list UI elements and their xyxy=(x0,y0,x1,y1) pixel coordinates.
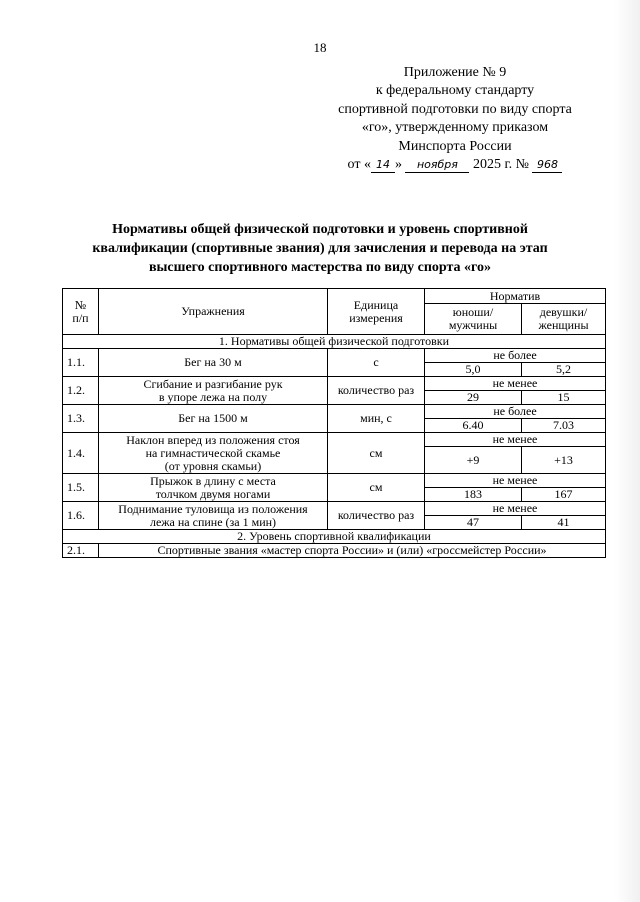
norm-boys-value: 29 xyxy=(425,391,522,405)
title-line-1: Нормативы общей физической подготовки и уровень спортивной xyxy=(112,222,528,237)
row-number: 1.4. xyxy=(63,433,99,474)
norm-girls-value: 41 xyxy=(522,516,606,530)
row-number: 1.6. xyxy=(63,502,99,530)
norms-table xyxy=(62,288,606,558)
appendix-header xyxy=(330,64,580,174)
exercise-name-line: Наклон вперед из положения стоя xyxy=(126,432,300,447)
exercise-row xyxy=(63,474,606,488)
exercise-name xyxy=(99,405,328,433)
row-number: 1.1. xyxy=(63,349,99,377)
norm-condition: не менее xyxy=(425,433,606,447)
header-norm: Норматив xyxy=(425,289,606,304)
exercise-name-line: на гимнастической скамье xyxy=(145,445,281,460)
norm-condition: не менее xyxy=(425,474,606,488)
norm-condition: не более xyxy=(425,349,606,363)
exercise-name xyxy=(99,433,328,474)
scan-edge-shadow xyxy=(614,0,640,902)
row-number: 1.5. xyxy=(63,474,99,502)
appendix-line-4: «го», утвержденному приказом xyxy=(361,120,549,136)
unit-of-measure: см xyxy=(328,474,425,502)
exercise-name-line: в упоре лежа на полу xyxy=(158,389,268,404)
exercise-name-line: (от уровня скамьи) xyxy=(164,458,262,473)
exercise-name xyxy=(99,474,328,502)
unit-of-measure: количество раз xyxy=(328,377,425,405)
exercise-name xyxy=(99,349,328,377)
norm-boys-value: 6.40 xyxy=(425,419,522,433)
norm-boys-value: 5,0 xyxy=(425,363,522,377)
norm-condition: не менее xyxy=(425,377,606,391)
page-number: 18 xyxy=(313,40,327,55)
row-number: 2.1. xyxy=(63,544,99,558)
title-line-3: высшего спортивного мастерства по виду спорта «го» xyxy=(148,260,492,275)
norm-condition: не более xyxy=(425,405,606,419)
header-exercises: Упражнения xyxy=(99,289,328,335)
section-2-heading: 2. Уровень спортивной квалификации xyxy=(63,530,606,544)
norm-girls-value: 7.03 xyxy=(522,419,606,433)
order-month: ноября xyxy=(405,158,469,173)
date-prefix: от « xyxy=(347,157,371,173)
order-date-line xyxy=(330,156,580,174)
title-line-2: квалификации (спортивные звания) для зачисления и перевода на этап xyxy=(92,241,548,256)
norm-girls-value: 5,2 xyxy=(522,363,606,377)
norm-girls-value: 15 xyxy=(522,391,606,405)
order-number: 968 xyxy=(532,158,562,173)
norm-girls-value: +13 xyxy=(522,447,606,474)
norm-boys-value: 47 xyxy=(425,516,522,530)
exercise-name-line: толчком двумя ногами xyxy=(155,486,271,501)
exercise-row xyxy=(63,502,606,516)
exercise-name-line: Сгибание и разгибание рук xyxy=(143,376,283,391)
row-number: 1.2. xyxy=(63,377,99,405)
exercise-row xyxy=(63,349,606,363)
order-day: 14 xyxy=(371,158,395,173)
exercise-name xyxy=(99,502,328,530)
document-title xyxy=(60,220,580,277)
unit-of-measure: см xyxy=(328,433,425,474)
norm-girls-value: 167 xyxy=(522,488,606,502)
appendix-line-5: Минспорта России xyxy=(398,138,512,154)
exercise-name-line: лежа на спине (за 1 мин) xyxy=(149,514,277,529)
qualification-requirement: Спортивные звания «мастер спорта России» и (или) «гроссмейстер России» xyxy=(99,544,606,558)
exercise-name-line: Поднимание туловища из положения xyxy=(118,501,308,516)
unit-of-measure: с xyxy=(328,349,425,377)
exercise-row xyxy=(63,433,606,447)
norm-boys-value: 183 xyxy=(425,488,522,502)
header-unit: Единица измерения xyxy=(328,289,425,335)
appendix-line-3: спортивной подготовки по виду спорта xyxy=(338,101,572,117)
header-girls: девушки/ женщины xyxy=(522,304,606,335)
exercise-row xyxy=(63,405,606,419)
unit-of-measure: количество раз xyxy=(328,502,425,530)
header-number: № п/п xyxy=(63,289,99,335)
section-1-heading: 1. Нормативы общей физической подготовки xyxy=(63,335,606,349)
exercise-name xyxy=(99,377,328,405)
exercise-row xyxy=(63,377,606,391)
exercise-name-line: Бег на 30 м xyxy=(184,355,242,369)
header-boys: юноши/ мужчины xyxy=(425,304,522,335)
date-mid: » xyxy=(394,157,402,173)
norm-boys-value: +9 xyxy=(425,447,522,474)
exercise-name-line: Прыжок в длину с места xyxy=(150,473,276,488)
appendix-line-1: Приложение № 9 xyxy=(403,65,507,80)
norm-condition: не менее xyxy=(425,502,606,516)
exercise-name-line: Бег на 1500 м xyxy=(178,411,248,425)
order-year: 2025 г. № xyxy=(472,157,529,173)
appendix-line-2: к федеральному стандарту xyxy=(375,83,535,99)
unit-of-measure: мин, с xyxy=(328,405,425,433)
row-number: 1.3. xyxy=(63,405,99,433)
